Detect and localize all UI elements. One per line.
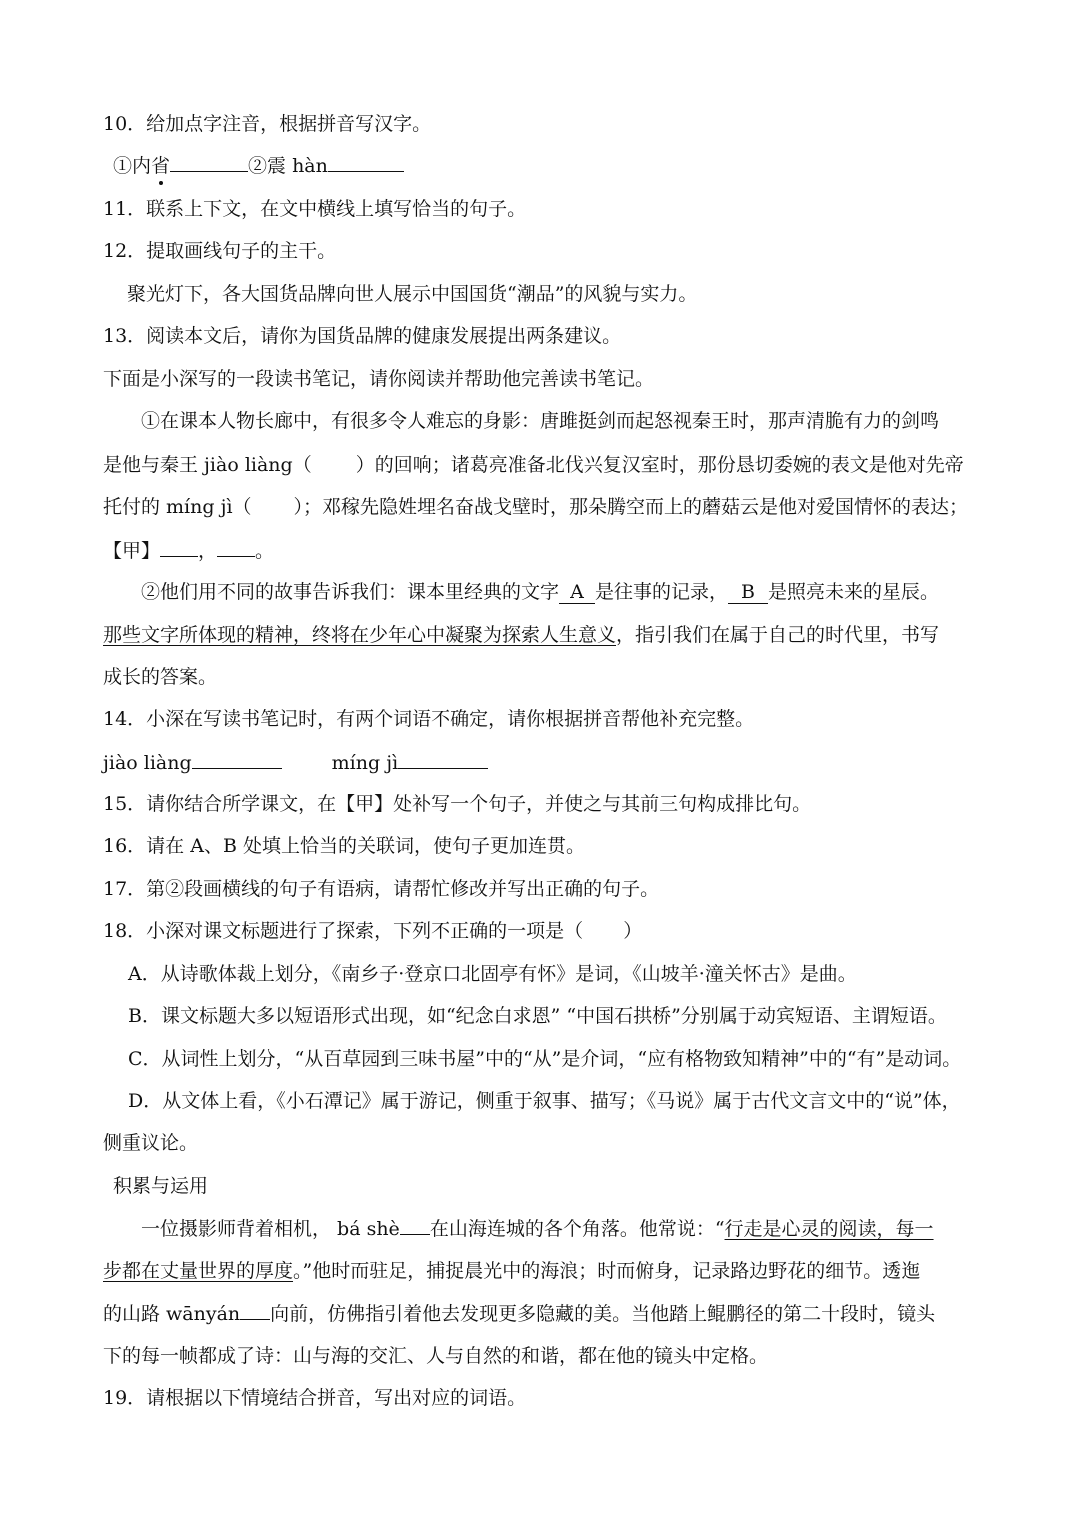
passage-line4: 下的每一帧都成了诗：山与海的交汇、人与自然的和谐，都在他的镜头中定格。 <box>103 1345 769 1367</box>
answer-blank[interactable] <box>217 536 255 557</box>
notes-text: 。 <box>255 540 275 562</box>
passage-text: 在山海连城的各个角落。他常说：“ <box>429 1218 725 1240</box>
passage-text: 向前，仿佛指引着他去发现更多隐藏的美。当他踏上鲲鹏径的第二十段时，镜头 <box>270 1303 936 1325</box>
question-18-stem <box>103 917 642 945</box>
underlined-sentence: 那些文字所体现的精神，终将在少年心中凝聚为探索人生意义 <box>103 624 617 646</box>
answer-blank[interactable] <box>328 151 404 172</box>
notes-text: 是他与秦王 jiào liàng（ <box>103 454 312 476</box>
answer-blank[interactable] <box>398 748 488 769</box>
question-19: 19．请根据以下情境结合拼音，写出对应的词语。 <box>103 1387 527 1409</box>
notes-para1-line3 <box>103 493 968 521</box>
question-15: 15．请你结合所学课文，在【甲】处补写一个句子，并使之与其前三句构成排比句。 <box>103 793 812 815</box>
question-14: 14．小深在写读书笔记时，有两个词语不确定，请你根据拼音帮他补充完整。 <box>103 708 755 730</box>
passage-text: 一位摄影师背着相机， bá shè <box>141 1218 400 1240</box>
marker-jia: 【甲】 <box>103 540 161 562</box>
notes-para1-line2 <box>103 451 964 479</box>
notes-text: 托付的 míng jì（ <box>103 496 252 518</box>
q10-item1-label: ①内 <box>113 155 152 177</box>
question-11: 11．联系上下文，在文中横线上填写恰当的句子。 <box>103 198 527 220</box>
notes-para1-line4 <box>103 536 274 565</box>
passage-text: 。”他时而驻足，捕捉晨光中的海浪；时而俯身，记录路边野花的细节。透迤 <box>293 1260 921 1282</box>
passage-line1 <box>141 1214 934 1243</box>
passage-line2 <box>103 1257 920 1285</box>
question-13: 13．阅读本文后，请你为国货品牌的健康发展提出两条建议。 <box>103 325 622 347</box>
blank-a[interactable]: A <box>559 581 595 604</box>
notes-para2-line3: 成长的答案。 <box>103 666 218 688</box>
question-text: ） <box>623 920 643 942</box>
option-a[interactable]: A．从诗歌体裁上划分，《南乡子·登京口北固亭有怀》是词，《山坡羊·潼关怀古》是曲。 <box>128 963 857 985</box>
answer-blank[interactable] <box>160 536 198 557</box>
section-title: 积累与运用 <box>113 1175 209 1197</box>
dotted-character: 省 <box>151 152 170 180</box>
notes-para2-line2 <box>103 621 939 649</box>
question-17: 17．第②段画横线的句子有语病，请帮忙修改并写出正确的句子。 <box>103 878 660 900</box>
option-d[interactable]: D．从文体上看，《小石潭记》属于游记，侧重于叙事、描写；《马说》属于古代文言文中的“说”体， <box>128 1090 961 1112</box>
notes-para1-line1: ①在课本人物长廊中，有很多令人难忘的身影：唐雎挺剑而起怒视秦王时，那声清脆有力的剑鸣 <box>141 410 940 432</box>
underlined-quote: 行走是心灵的阅读，每一 <box>724 1218 934 1240</box>
question-14-words <box>103 748 488 777</box>
answer-blank[interactable] <box>240 1299 270 1320</box>
question-10-stem: 10．给加点字注音，根据拼音写汉字。 <box>103 113 432 135</box>
notes-text: ， <box>198 540 218 562</box>
question-16: 16．请在 A、B 处填上恰当的关联词，使句子更加连贯。 <box>103 835 585 857</box>
option-b[interactable]: B．课文标题大多以短语形式出现，如“纪念白求恩” “中国石拱桥”分别属于动宾短语、主谓短语。 <box>128 1005 947 1027</box>
notes-text: 是往事的记录， <box>595 581 729 603</box>
question-12: 12．提取画线句子的主干。 <box>103 240 337 262</box>
option-d-continued: 侧重议论。 <box>103 1132 199 1154</box>
option-c[interactable]: C．从词性上划分，“从百草园到三味书屋”中的“从”是介词，“应有格物致知精神”中的“有”是动词。 <box>128 1048 962 1070</box>
underlined-quote: 步都在丈量世界的厚度 <box>103 1260 294 1282</box>
pinyin-mingji: míng jì <box>331 752 399 774</box>
notes-text: ，指引我们在属于自己的时代里，书写 <box>616 624 940 646</box>
passage-line3 <box>103 1299 935 1328</box>
question-10-items <box>113 151 404 180</box>
blank-b[interactable]: B <box>728 581 768 604</box>
question-12-sentence: 聚光灯下，各大国货品牌向世人展示中国国货“潮品”的风貌与实力。 <box>127 283 698 305</box>
question-text: 18．小深对课文标题进行了探索，下列不正确的一项是（ <box>103 920 584 942</box>
answer-blank[interactable] <box>400 1214 430 1235</box>
notes-text: 是照亮未来的星辰。 <box>768 581 940 603</box>
notes-text: ）的回响；诸葛亮准备北伐兴复汉室时，那份恳切委婉的表文是他对先帝 <box>355 454 964 476</box>
pinyin-jiaoliang: jiào liàng <box>103 752 192 774</box>
notes-text: ）；邓稼先隐姓埋名奋战戈壁时，那朵腾空而上的蘑菇云是他对爱国情怀的表达； <box>293 496 969 518</box>
notes-text: ②他们用不同的故事告诉我们：课本里经典的文字 <box>141 581 560 603</box>
passage-text: 的山路 wānyán <box>103 1303 241 1325</box>
q10-item2-label: ②震 hàn <box>248 155 328 177</box>
answer-blank[interactable] <box>170 151 248 172</box>
notes-para2-line1 <box>141 578 939 606</box>
reading-notes-intro: 下面是小深写的一段读书笔记，请你阅读并帮助他完善读书笔记。 <box>103 368 655 390</box>
answer-blank[interactable] <box>192 748 282 769</box>
